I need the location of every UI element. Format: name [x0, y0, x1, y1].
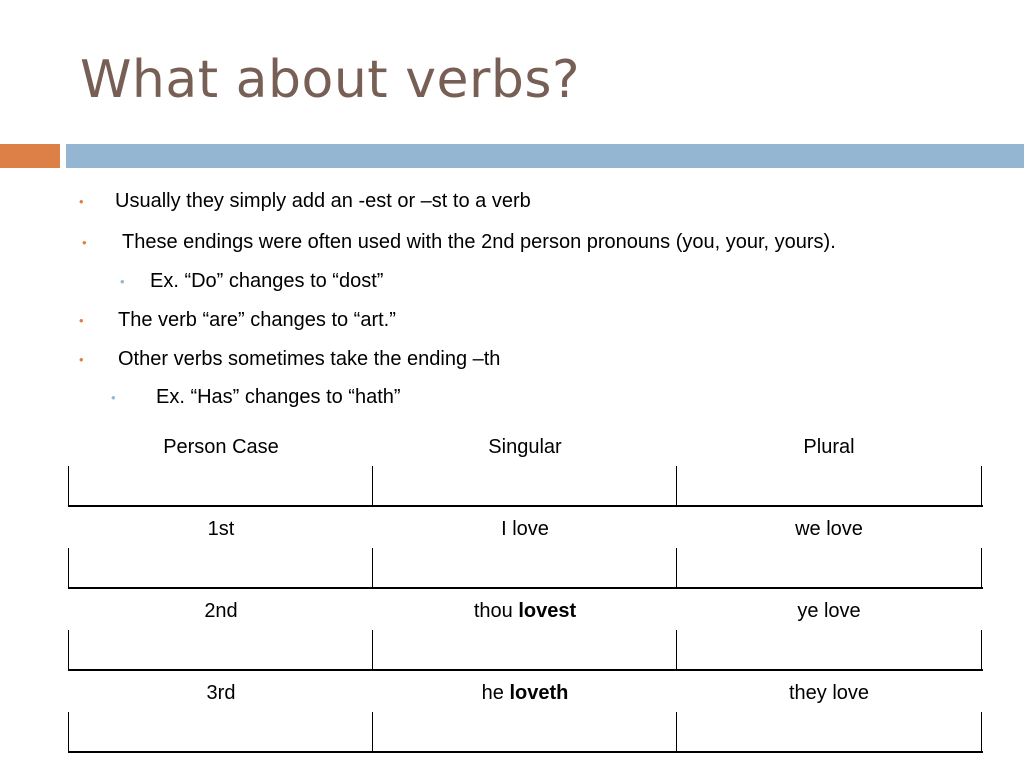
- table-cell-singular: I love: [501, 518, 549, 540]
- sub-bullet-item: Ex. “Has” changes to “hath”: [156, 386, 401, 408]
- sub-bullet-dot-icon: •: [120, 274, 125, 289]
- table-col-divider: [981, 712, 982, 752]
- title-underline-bar: [66, 144, 1024, 168]
- table-cell-singular: he loveth: [481, 682, 569, 704]
- table-col-divider: [372, 548, 373, 588]
- sub-bullet-dot-icon: •: [111, 390, 116, 405]
- table-col-divider: [68, 630, 69, 670]
- table-col-divider: [676, 466, 677, 506]
- bullet-item: Usually they simply add an -est or –st to a verb: [115, 190, 531, 212]
- table-cell-plural: ye love: [797, 600, 861, 622]
- bullet-dot-icon: •: [79, 313, 84, 328]
- bullet-item: Other verbs sometimes take the ending –th: [118, 348, 501, 370]
- table-header-cell: Singular: [488, 436, 562, 458]
- accent-bar: [0, 144, 60, 168]
- table-cell-singular: thou lovest: [473, 600, 577, 622]
- table-col-divider: [68, 466, 69, 506]
- slide-title: What about verbs?: [80, 50, 581, 110]
- bullet-dot-icon: •: [79, 352, 84, 367]
- table-col-divider: [676, 548, 677, 588]
- table-cell-plural: we love: [795, 518, 863, 540]
- table-col-divider: [981, 466, 982, 506]
- table-col-divider: [68, 548, 69, 588]
- bullet-item: These endings were often used with the 2nd person pronouns (you, your, yours).: [122, 231, 836, 253]
- table-col-divider: [372, 630, 373, 670]
- sub-bullet-item: Ex. “Do” changes to “dost”: [150, 270, 384, 292]
- table-row-divider: [68, 505, 983, 507]
- table-col-divider: [68, 712, 69, 752]
- table-cell-plural: they love: [788, 682, 870, 704]
- table-row-divider: [68, 669, 983, 671]
- table-cell-person: 2nd: [204, 600, 238, 622]
- bullet-dot-icon: •: [79, 194, 84, 209]
- table-row-divider: [68, 751, 983, 753]
- bullet-dot-icon: •: [82, 235, 87, 250]
- table-header-cell: Plural: [803, 436, 855, 458]
- table-cell-person: 3rd: [206, 682, 236, 704]
- table-col-divider: [372, 712, 373, 752]
- table-cell-person: 1st: [207, 518, 235, 540]
- table-header-cell: Person Case: [163, 436, 279, 458]
- table-row-divider: [68, 587, 983, 589]
- table-col-divider: [981, 630, 982, 670]
- table-col-divider: [676, 712, 677, 752]
- table-col-divider: [676, 630, 677, 670]
- bullet-item: The verb “are” changes to “art.”: [118, 309, 396, 331]
- table-col-divider: [372, 466, 373, 506]
- table-col-divider: [981, 548, 982, 588]
